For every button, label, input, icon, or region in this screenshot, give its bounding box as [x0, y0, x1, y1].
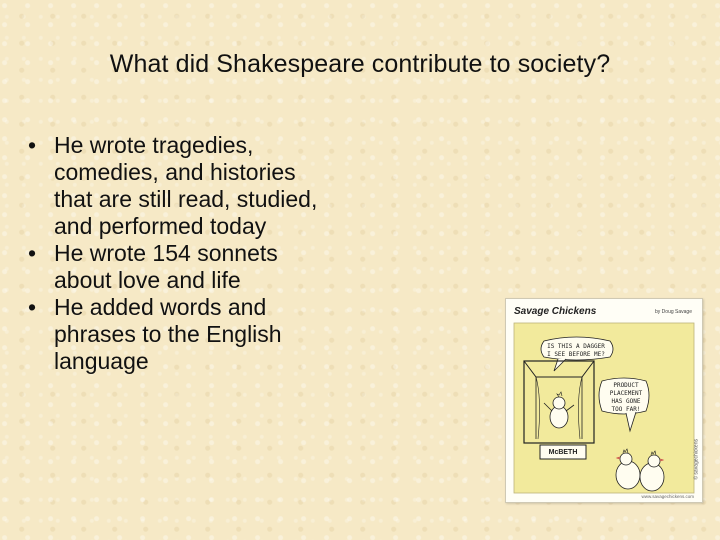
bullet-line: phrases to the English	[54, 321, 282, 347]
speech-line: HAS GONE	[611, 398, 641, 405]
speech-text	[546, 343, 606, 359]
cartoon-url: www.savagechickens.com	[641, 494, 694, 499]
speech-line: TOO FAR!	[611, 406, 641, 413]
sign-text: McBETH	[548, 449, 578, 456]
speech-line: IS THIS A DAGGER	[547, 343, 605, 350]
cartoon-image	[505, 298, 703, 503]
bullet-dot: •	[28, 294, 37, 320]
bullet-dot: •	[28, 240, 37, 266]
speech-line: I SEE BEFORE ME?	[547, 351, 605, 358]
bullet-line: comedies, and histories	[54, 159, 296, 185]
bullet-line: about love and life	[54, 267, 241, 293]
speech-line: PRODUCT	[613, 382, 639, 389]
cartoon-byline: by Doug Savage	[655, 309, 692, 315]
bullet-line: He added words and	[54, 294, 267, 320]
cartoon-credit: © savagechickens	[694, 439, 700, 480]
bullet-line: and performed today	[54, 213, 267, 239]
speech-text	[604, 382, 648, 414]
speech-line: PLACEMENT	[609, 390, 643, 397]
bullet-line: He wrote tragedies,	[54, 132, 254, 158]
slide-title: What did Shakespeare contribute to society?	[109, 50, 611, 78]
chicken-audience	[616, 461, 640, 489]
bullet-list	[28, 132, 388, 375]
cartoon-title: Savage Chickens	[514, 306, 597, 317]
chicken-audience	[640, 463, 664, 491]
bullet-line: that are still read, studied,	[54, 186, 318, 212]
bullet-line: language	[54, 348, 149, 374]
bullet-dot: •	[28, 132, 37, 158]
bullet-item	[28, 294, 388, 375]
bullet-item	[28, 240, 388, 294]
bullet-item	[28, 132, 388, 240]
bullet-line: He wrote 154 sonnets	[54, 240, 278, 266]
